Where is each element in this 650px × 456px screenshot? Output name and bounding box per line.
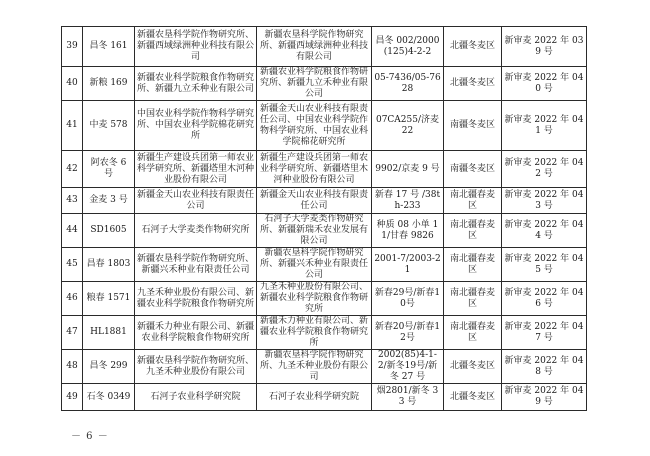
- breeder-cell: 新疆金天山农业科技有限责任公司: [257, 188, 372, 214]
- row-number-cell: 47: [62, 316, 83, 350]
- variety-name-cell: 金麦 3 号: [83, 188, 135, 214]
- applicant-cell: 新疆农垦科学院作物研究所、九圣禾种业股份有限公司: [135, 350, 257, 384]
- variety-name-cell: 昌冬 161: [83, 27, 135, 67]
- approval-number-cell: 新审麦 2022 年 040 号: [502, 67, 587, 101]
- approval-number-cell: 新审麦 2022 年 049 号: [502, 384, 587, 411]
- suitable-region-cell: 南疆冬麦区: [444, 101, 502, 151]
- approval-number-cell: 新审麦 2022 年 044 号: [502, 214, 587, 248]
- approval-number-cell: 新审麦 2022 年 039 号: [502, 27, 587, 67]
- parentage-cell: 种质 08 小单 11/甘春 9826: [372, 214, 444, 248]
- suitable-region-cell: 南北疆春麦区: [444, 214, 502, 248]
- parentage-cell: 05-7436/05-7628: [372, 67, 444, 101]
- table-row: [62, 316, 587, 350]
- variety-name-cell: 昌春 1803: [83, 248, 135, 282]
- applicant-cell: 中国农业科学院作物科学研究所、中国农业科学院棉花研究所: [135, 101, 257, 151]
- applicant-cell: 新疆农垦科学院作物研究所、新疆兴禾种业有限责任公司: [135, 248, 257, 282]
- variety-name-cell: SD1605: [83, 214, 135, 248]
- table-row: [62, 350, 587, 384]
- parentage-cell: 07CA255/济麦 22: [372, 101, 444, 151]
- table-row: [62, 384, 587, 411]
- row-number-cell: 43: [62, 188, 83, 214]
- variety-name-cell: 粮春 1571: [83, 282, 135, 316]
- row-number-cell: 41: [62, 101, 83, 151]
- variety-name-cell: HL1881: [83, 316, 135, 350]
- applicant-cell: 九圣禾种业股份有限公司、新疆农业科学院粮食作物研究所: [135, 282, 257, 316]
- approval-number-cell: 新审麦 2022 年 047 号: [502, 316, 587, 350]
- row-number-cell: 45: [62, 248, 83, 282]
- suitable-region-cell: 南北疆春麦区: [444, 282, 502, 316]
- table-row: [62, 27, 587, 67]
- variety-name-cell: 阿农冬 6 号: [83, 151, 135, 188]
- variety-table: [61, 26, 587, 411]
- suitable-region-cell: 北疆冬麦区: [444, 384, 502, 411]
- variety-name-cell: 新粮 169: [83, 67, 135, 101]
- approval-number-cell: 新审麦 2022 年 043 号: [502, 188, 587, 214]
- suitable-region-cell: 北疆冬麦区: [444, 350, 502, 384]
- breeder-cell: 新疆生产建设兵团第一师农业科学研究所、新疆塔里木河种业股份有限公司: [257, 151, 372, 188]
- row-number-cell: 40: [62, 67, 83, 101]
- breeder-cell: 石河子农业科学研究院: [257, 384, 372, 411]
- parentage-cell: 2001-7/2003-21: [372, 248, 444, 282]
- parentage-cell: 9902/京麦 9 号: [372, 151, 444, 188]
- approval-number-cell: 新审麦 2022 年 045 号: [502, 248, 587, 282]
- approval-number-cell: 新审麦 2022 年 046 号: [502, 282, 587, 316]
- variety-name-cell: 中麦 578: [83, 101, 135, 151]
- applicant-cell: 新疆禾力种业有限公司、新疆农业科学院粮食作物研究所: [135, 316, 257, 350]
- applicant-cell: 石河子大学麦类作物研究所: [135, 214, 257, 248]
- row-number-cell: 46: [62, 282, 83, 316]
- table-row: [62, 151, 587, 188]
- breeder-cell: 新疆农垦科学院作物研究所、新疆兴禾种业有限责任公司: [257, 248, 372, 282]
- table-row: [62, 248, 587, 282]
- breeder-cell: 新疆农垦科学院作物研究所、九圣禾种业股份有限公司: [257, 350, 372, 384]
- variety-name-cell: 昌冬 299: [83, 350, 135, 384]
- table-row: [62, 214, 587, 248]
- suitable-region-cell: 北疆冬麦区: [444, 67, 502, 101]
- applicant-cell: 新疆农垦科学院作物研究所、新疆西域绿洲种业科技有限公司: [135, 27, 257, 67]
- approval-number-cell: 新审麦 2022 年 042 号: [502, 151, 587, 188]
- row-number-cell: 42: [62, 151, 83, 188]
- breeder-cell: 新疆农垦科学院作物研究所、新疆西域绿洲种业科技有限公司: [257, 27, 372, 67]
- suitable-region-cell: 北疆冬麦区: [444, 27, 502, 67]
- suitable-region-cell: 南北疆春麦区: [444, 316, 502, 350]
- parentage-cell: 烟2801/新冬 33 号: [372, 384, 444, 411]
- breeder-cell: 新疆禾力种业有限公司、新疆农业科学院粮食作物研究所: [257, 316, 372, 350]
- suitable-region-cell: 南北疆春麦区: [444, 248, 502, 282]
- approval-number-cell: 新审麦 2022 年 048 号: [502, 350, 587, 384]
- parentage-cell: 新春 17 号 /38th-233: [372, 188, 444, 214]
- approval-number-cell: 新审麦 2022 年 041 号: [502, 101, 587, 151]
- variety-name-cell: 石冬 0349: [83, 384, 135, 411]
- parentage-cell: 新春20号/新春12号: [372, 316, 444, 350]
- table-row: [62, 67, 587, 101]
- breeder-cell: 石河子大学麦类作物研究所、新疆新瑞禾农业发展有限公司: [257, 214, 372, 248]
- table-row: [62, 188, 587, 214]
- suitable-region-cell: 南疆冬麦区: [444, 151, 502, 188]
- table-body: [62, 27, 587, 411]
- row-number-cell: 49: [62, 384, 83, 411]
- row-number-cell: 44: [62, 214, 83, 248]
- applicant-cell: 新疆金天山农业科技有限责任公司: [135, 188, 257, 214]
- row-number-cell: 39: [62, 27, 83, 67]
- breeder-cell: 九圣禾种业股份有限公司、新疆农业科学院粮食作物研究所: [257, 282, 372, 316]
- breeder-cell: 新疆金天山农业科技有限责任公司、中国农业科学院作物科学研究所、中国农业科学院棉花研究所: [257, 101, 372, 151]
- breeder-cell: 新疆农业科学院粮食作物研究所、新疆九立禾种业有限公司: [257, 67, 372, 101]
- applicant-cell: 新疆农业科学院粮食作物研究所、新疆九立禾种业有限公司: [135, 67, 257, 101]
- applicant-cell: 新疆生产建设兵团第一师农业科学研究所、新疆塔里木河种业股份有限公司: [135, 151, 257, 188]
- page-number: － 6 －: [71, 431, 109, 442]
- row-number-cell: 48: [62, 350, 83, 384]
- parentage-cell: 2002(85)4-1-2/新冬19号/新冬 27 号: [372, 350, 444, 384]
- table-row: [62, 101, 587, 151]
- parentage-cell: 昌冬 002/2000(125)4-2-2: [372, 27, 444, 67]
- table-row: [62, 282, 587, 316]
- applicant-cell: 石河子农业科学研究院: [135, 384, 257, 411]
- suitable-region-cell: 南北疆春麦区: [444, 188, 502, 214]
- parentage-cell: 新春29号/新春10号: [372, 282, 444, 316]
